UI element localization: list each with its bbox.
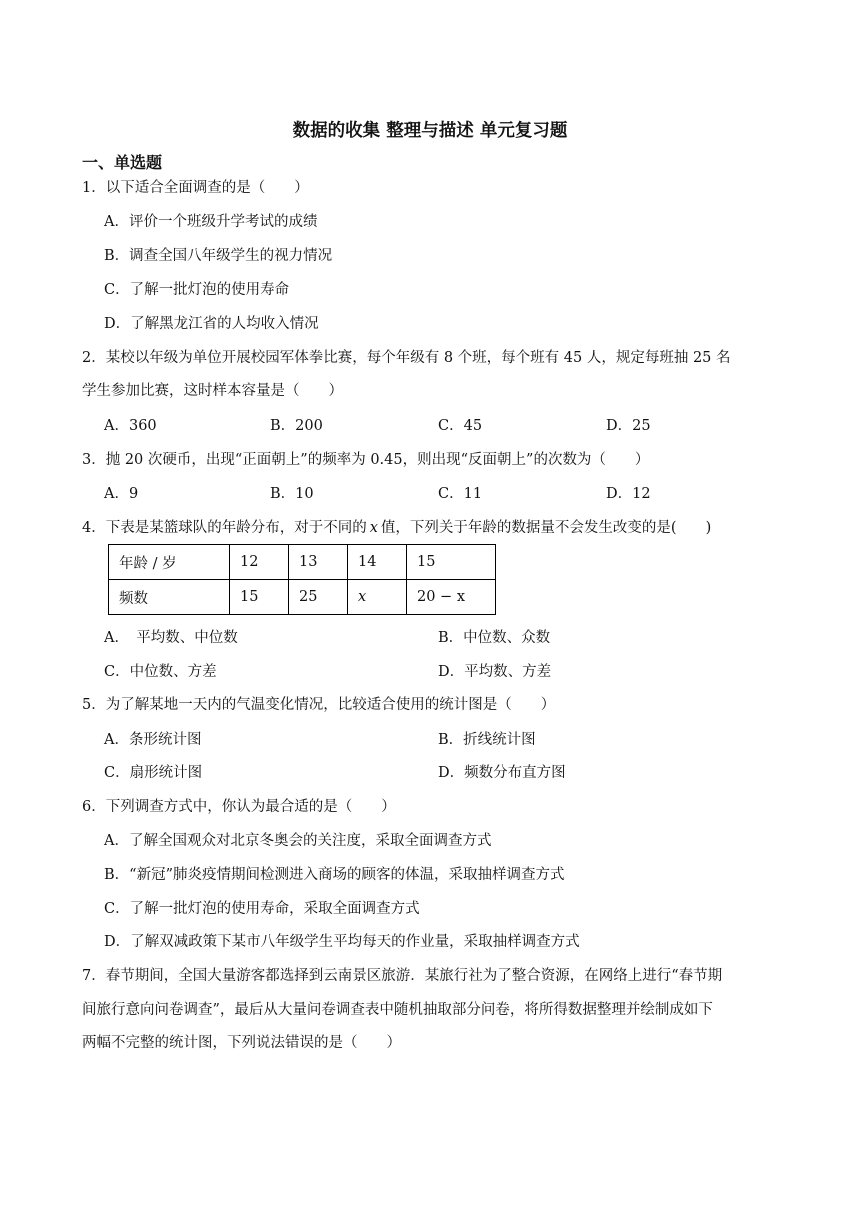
question-3-stem: 3．抛 20 次硬币，出现“正面朝上”的频率为 0.45，则出现“反面朝上”的次数为（ ） — [82, 452, 650, 468]
question-2-option-d: D．25 — [606, 418, 651, 434]
question-4-option-c: C．中位数、方差 — [104, 664, 217, 680]
table-cell: 13 — [289, 545, 348, 580]
table-cell: 12 — [230, 545, 289, 580]
question-6-option-b: B．“新冠”肺炎疫情期间检测进入商场的顾客的体温，采取抽样调查方式 — [104, 867, 565, 883]
question-2-stem-line-2: 学生参加比赛，这时样本容量是（ ） — [82, 383, 343, 399]
page-title: 数据的收集 整理与描述 单元复习题 — [292, 121, 568, 141]
question-6-option-d: D．了解双减政策下某市八年级学生平均每天的作业量，采取抽样调查方式 — [104, 934, 580, 950]
table-cell: 频数 — [109, 580, 230, 615]
question-7-stem-line-1: 7．春节期间，全国大量游客都选择到云南景区旅游．某旅行社为了整合资源，在网络上进行“春节期 — [82, 968, 723, 984]
question-4-stem-part-2: 值，下列关于年龄的数据量不会发生改变的是( ) — [380, 520, 712, 536]
table-cell: 15 — [230, 580, 289, 615]
question-2-option-b: B．200 — [270, 418, 323, 434]
question-6-stem: 6．下列调查方式中，你认为最合适的是（ ） — [82, 799, 396, 815]
question-1-option-c: C．了解一批灯泡的使用寿命 — [104, 282, 290, 298]
question-5-option-b: B．折线统计图 — [438, 732, 536, 748]
table-cell: 20 − x — [407, 580, 496, 615]
table-cell: 14 — [348, 545, 407, 580]
question-3-option-c: C．11 — [438, 486, 483, 502]
question-4-option-d: D．平均数、方差 — [438, 664, 552, 680]
question-7-stem-line-2: 间旅行意向问卷调查”，最后从大量问卷调查表中随机抽取部分问卷，将所得数据整理并绘制成如下 — [82, 1002, 713, 1018]
question-4-stem — [82, 518, 711, 538]
question-6-option-c: C．了解一批灯泡的使用寿命，采取全面调查方式 — [104, 901, 420, 917]
question-7-stem-line-3: 两幅不完整的统计图，下列说法错误的是（ ） — [82, 1035, 401, 1051]
question-2-option-c: C．45 — [438, 418, 483, 434]
question-5-option-a: A．条形统计图 — [104, 732, 202, 748]
question-1-stem: 1．以下适合全面调查的是（ ） — [82, 180, 309, 196]
table-row — [109, 545, 496, 580]
question-4-stem-part-1: 4．下表是某篮球队的年龄分布，对于不同的 — [82, 520, 367, 536]
question-3-option-a: A．9 — [104, 486, 139, 502]
question-2-stem-line-1: 2．某校以年级为单位开展校园军体拳比赛，每个年级有 8 个班，每个班有 45 人，规定每班抽 25 名 — [82, 350, 731, 366]
table-row — [109, 580, 496, 615]
question-1-option-d: D．了解黑龙江省的人均收入情况 — [104, 316, 319, 332]
age-frequency-table — [108, 544, 496, 615]
question-6-option-a: A．了解全国观众对北京冬奥会的关注度，采取全面调查方式 — [104, 833, 492, 849]
table-cell: 25 — [289, 580, 348, 615]
question-5-option-c: C．扇形统计图 — [104, 765, 203, 781]
question-4-stem-variable: x — [369, 520, 378, 536]
question-1-option-a: A．评价一个班级升学考试的成绩 — [104, 214, 318, 230]
question-4-option-b: B．中位数、众数 — [438, 630, 551, 646]
section-heading: 一、单选题 — [82, 153, 163, 172]
question-1-option-b: B．调查全国八年级学生的视力情况 — [104, 248, 333, 264]
question-3-option-b: B．10 — [270, 486, 314, 502]
question-2-option-a: A．360 — [104, 418, 157, 434]
question-5-stem: 5．为了解某地一天内的气温变化情况，比较适合使用的统计图是（ ） — [82, 697, 556, 713]
question-3-option-d: D．12 — [606, 486, 651, 502]
question-5-option-d: D．频数分布直方图 — [438, 765, 566, 781]
question-4-option-a: A． 平均数、中位数 — [104, 630, 238, 646]
table-cell: x — [348, 580, 407, 615]
table-cell: 15 — [407, 545, 496, 580]
table-cell: 年龄 / 岁 — [109, 545, 230, 580]
